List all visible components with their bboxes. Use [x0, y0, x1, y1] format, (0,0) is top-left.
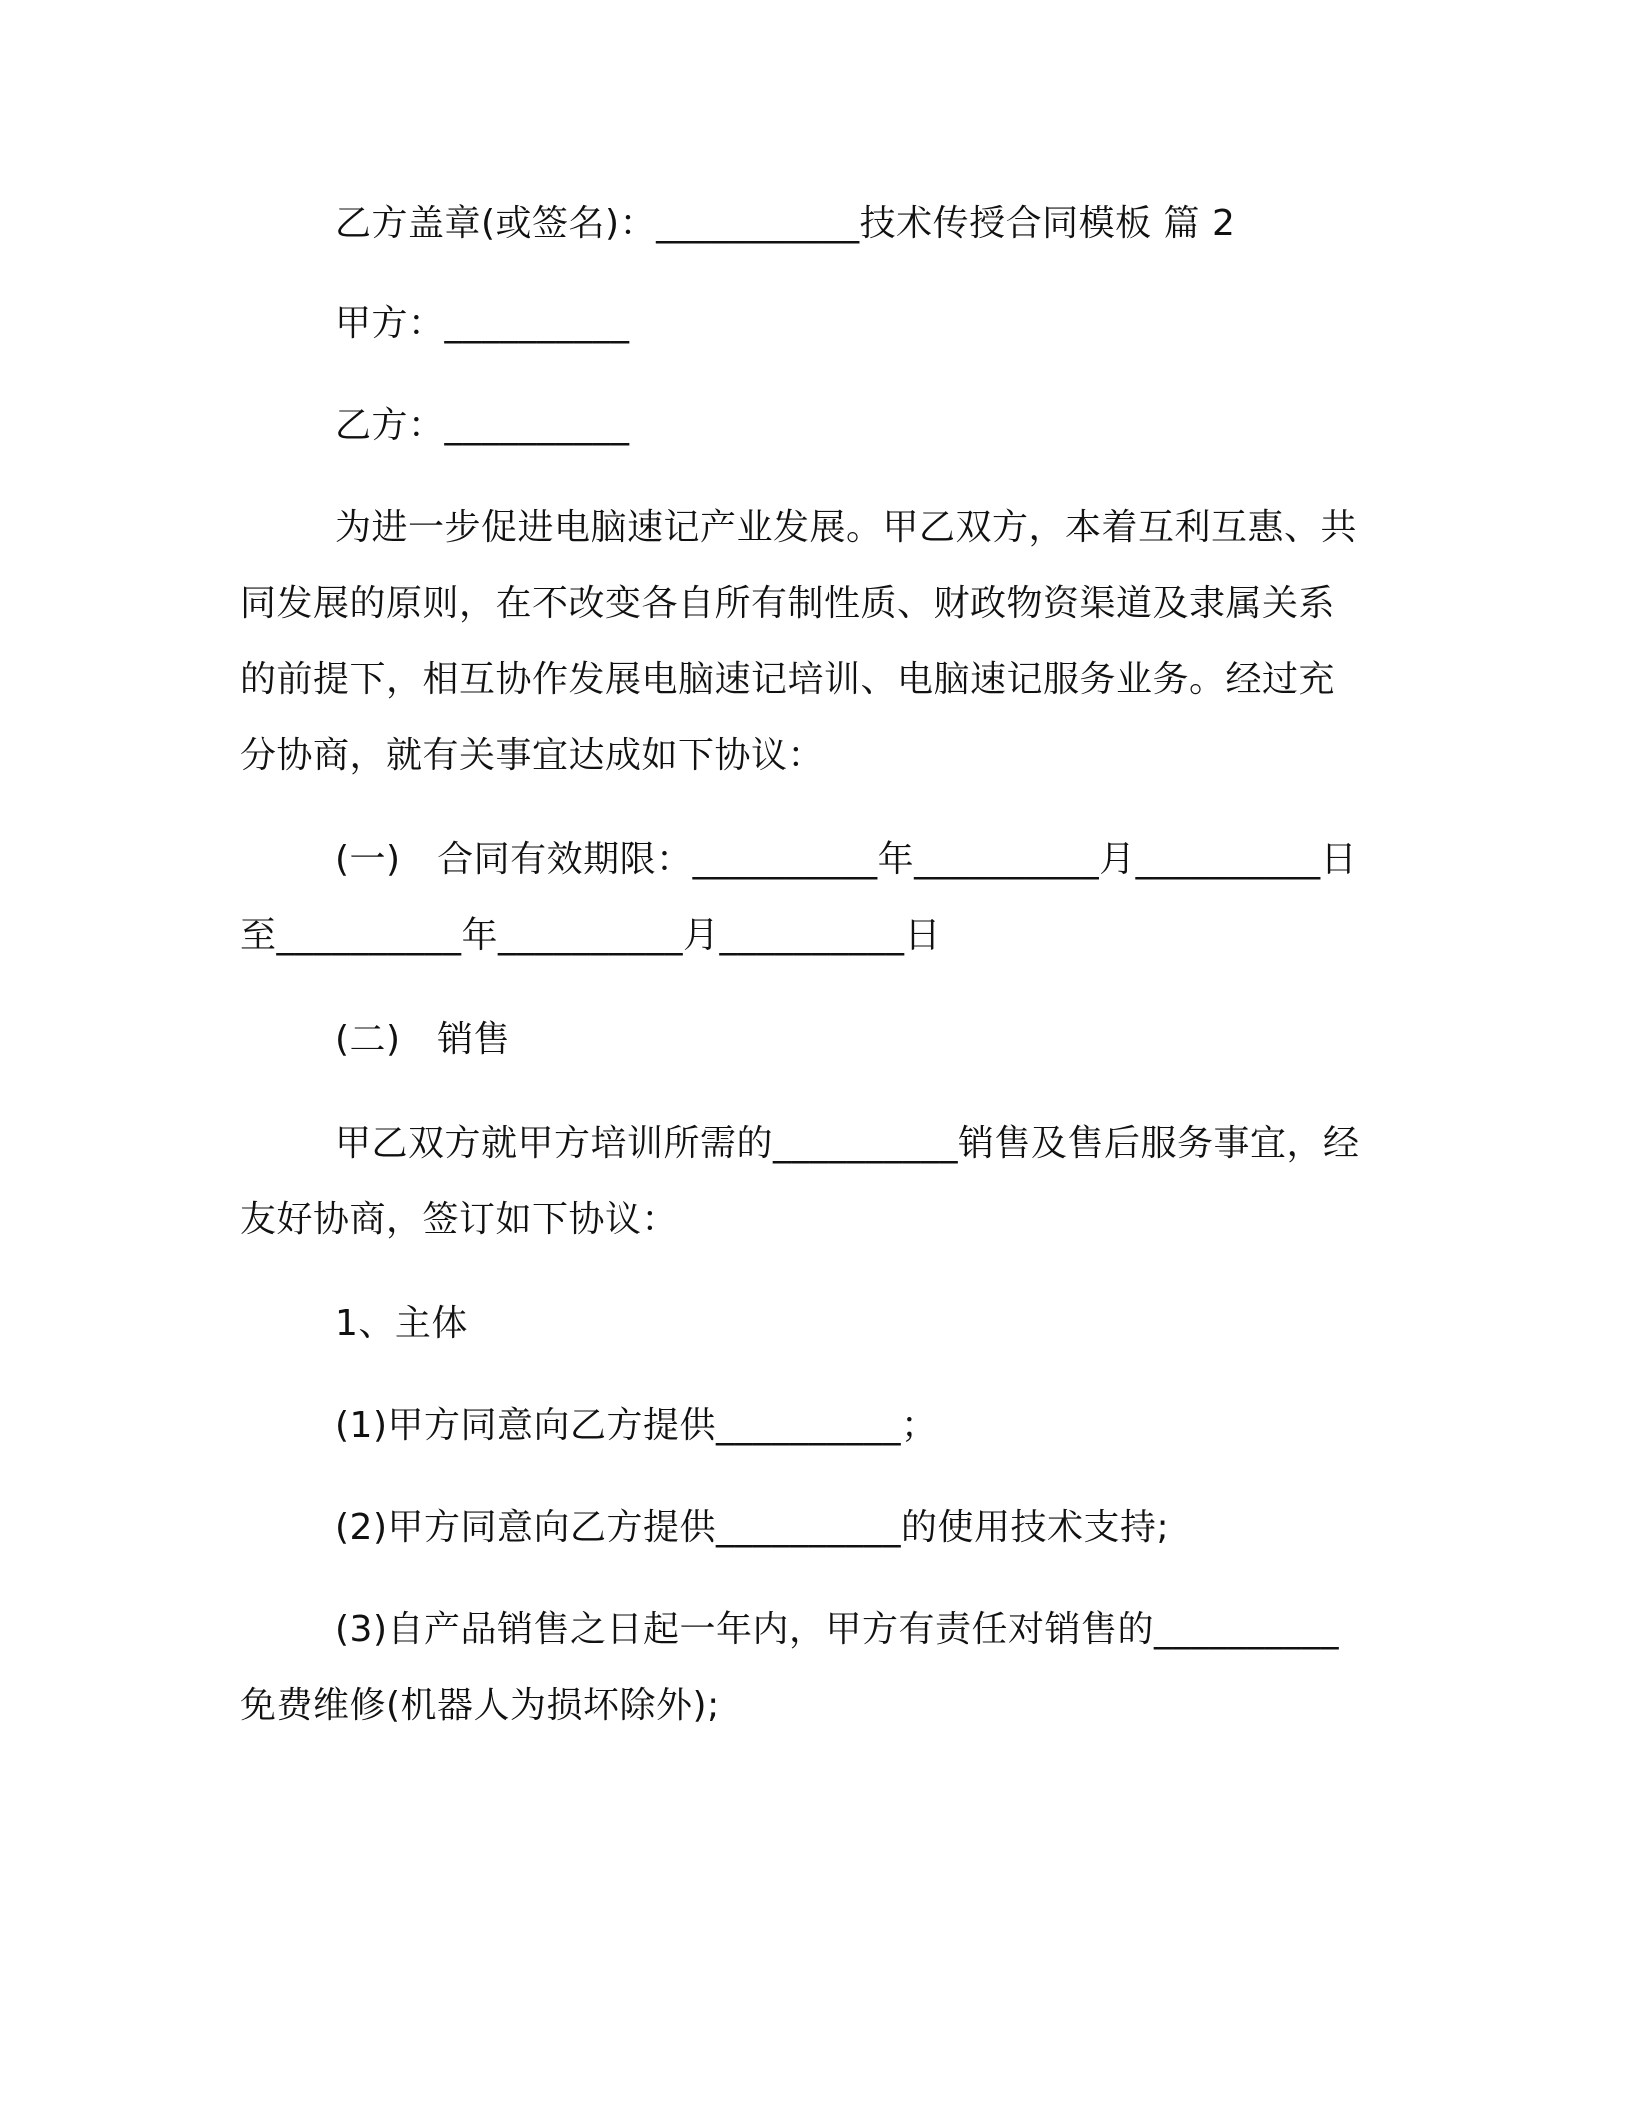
clause-item-3-line-2: 免费维修(机器人为损坏除外); [240, 1685, 720, 1726]
paragraph-sales-line-1: 甲乙双方就甲方培训所需的__________销售及售后服务事宜，经 [335, 1123, 1360, 1164]
section-term-line-2: 至__________年__________月__________日 [240, 915, 942, 956]
clause-item-2: (2)甲方同意向乙方提供__________的使用技术支持; [335, 1507, 1170, 1548]
party-a-line: 甲方：__________ [335, 303, 630, 344]
signature-line-party-b: 乙方盖章(或签名)：___________技术传授合同模板 篇 2 [335, 203, 1236, 244]
paragraph-intro-line-2: 同发展的原则，在不改变各自所有制性质、财政物资渠道及隶属关系 [240, 583, 1336, 624]
section-term-line-1: (一) 合同有效期限：__________年__________月__________日 [335, 839, 1358, 880]
paragraph-sales-line-2: 友好协商，签订如下协议： [240, 1199, 679, 1240]
clause-subject-heading: 1、主体 [335, 1303, 468, 1344]
clause-item-1: (1)甲方同意向乙方提供__________； [335, 1405, 938, 1446]
party-b-line: 乙方：__________ [335, 405, 630, 446]
paragraph-intro-line-3: 的前提下，相互协作发展电脑速记培训、电脑速记服务业务。经过充 [240, 659, 1336, 700]
paragraph-intro-line-4: 分协商，就有关事宜达成如下协议： [240, 735, 825, 776]
paragraph-intro-line-1: 为进一步促进电脑速记产业发展。甲乙双方，本着互利互惠、共 [335, 507, 1358, 548]
clause-item-3-line-1: (3)自产品销售之日起一年内，甲方有责任对销售的__________ [335, 1609, 1339, 1650]
section-sales-heading: (二) 销售 [335, 1019, 511, 1060]
